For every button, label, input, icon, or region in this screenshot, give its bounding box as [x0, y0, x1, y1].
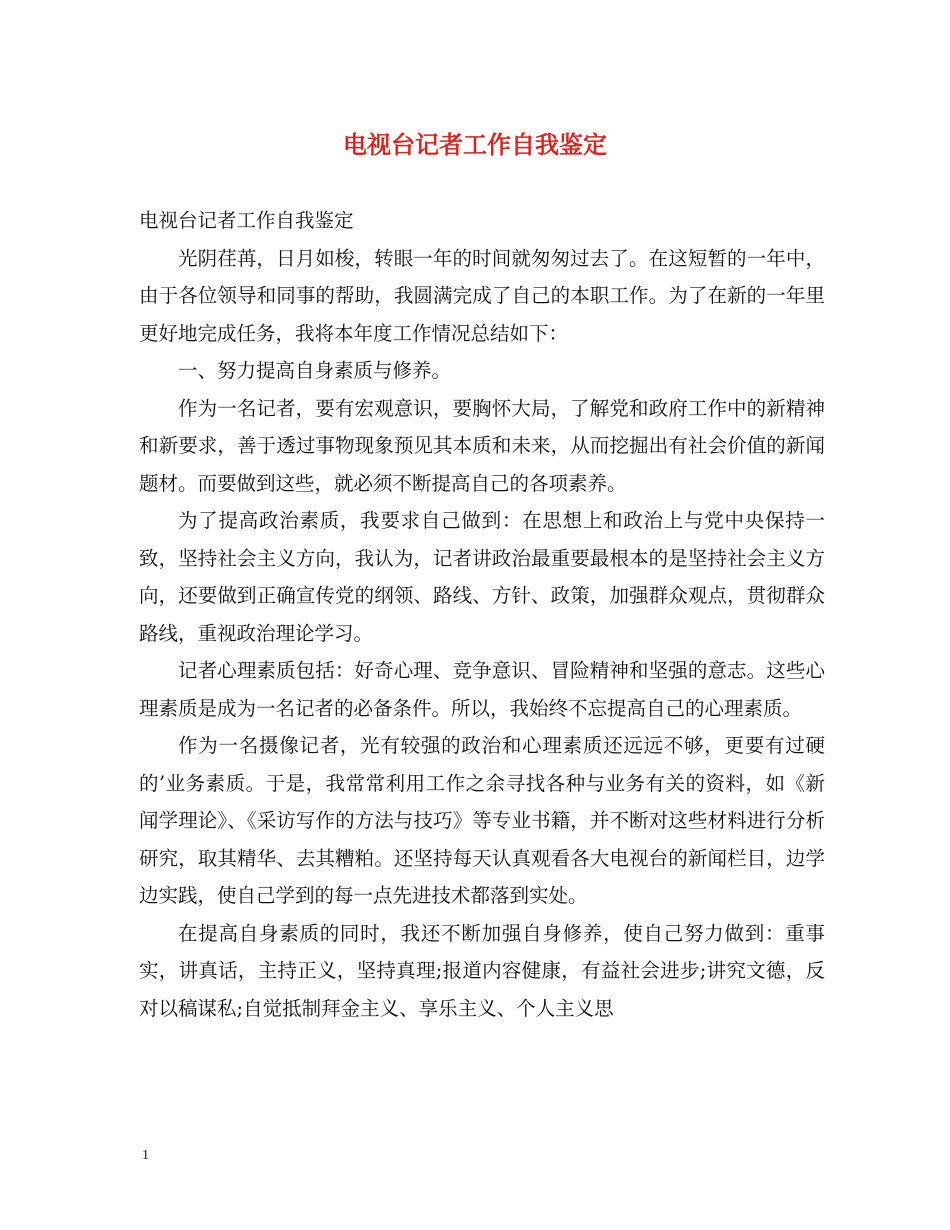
body-paragraph: 作为一名摄像记者，光有较强的政治和心理素质还远远不够，更要有过硬的’业务素质。于是，我常常利用工作之余寻找各种与业务有关的资料，如《新闻学理论》、《采访写作的方法与技巧》等专业书籍，并不断对这些材料进行分析研究，取其精华、去其糟粕。还坚持每天认真观看各大电视台的新闻栏目，边学边实践，使自己学到的每一点先进技术都落到实处。 — [139, 734, 825, 907]
body-paragraph-heading: 电视台记者工作自我鉴定 — [139, 209, 354, 232]
body-paragraph: 光阴荏苒，日月如梭，转眼一年的时间就匆匆过去了。在这短暂的一年中，由于各位领导和同事的帮助，我圆满完成了自己的本职工作。为了在新的一年里更好地完成任务，我将本年度工作情况总结如下： — [139, 246, 825, 345]
page-number: 1 — [142, 1148, 149, 1163]
body-paragraph: 记者心理素质包括：好奇心理、竞争意识、冒险精神和坚强的意志。这些心理素质是成为一名记者的必备条件。所以，我始终不忘提高自己的心理素质。 — [139, 659, 825, 720]
body-paragraph: 在提高自身素质的同时，我还不断加强自身修养，使自己努力做到：重事实，讲真话，主持正义，坚持真理;报道内容健康，有益社会进步;讲究文德，反对以稿谋私;自觉抵制拜金主义、享乐主义、个人主义思 — [139, 921, 825, 1020]
document-body — [139, 202, 825, 1027]
body-paragraph: 为了提高政治素质，我要求自己做到：在思想上和政治上与党中央保持一致，坚持社会主义方向，我认为，记者讲政治最重要最根本的是坚持社会主义方向，还要做到正确宣传党的纲领、路线、方针、政策，加强群众观点，贯彻群众路线，重视政治理论学习。 — [139, 509, 825, 645]
section-heading: 一、努力提高自身素质与修养。 — [178, 359, 452, 382]
document-title: 电视台记者工作自我鉴定 — [343, 130, 607, 159]
body-paragraph: 作为一名记者，要有宏观意识，要胸怀大局，了解党和政府工作中的新精神和新要求，善于透过事物现象预见其本质和未来，从而挖掘出有社会价值的新闻题材。而要做到这些，就必须不断提高自己的各项素养。 — [139, 396, 825, 495]
